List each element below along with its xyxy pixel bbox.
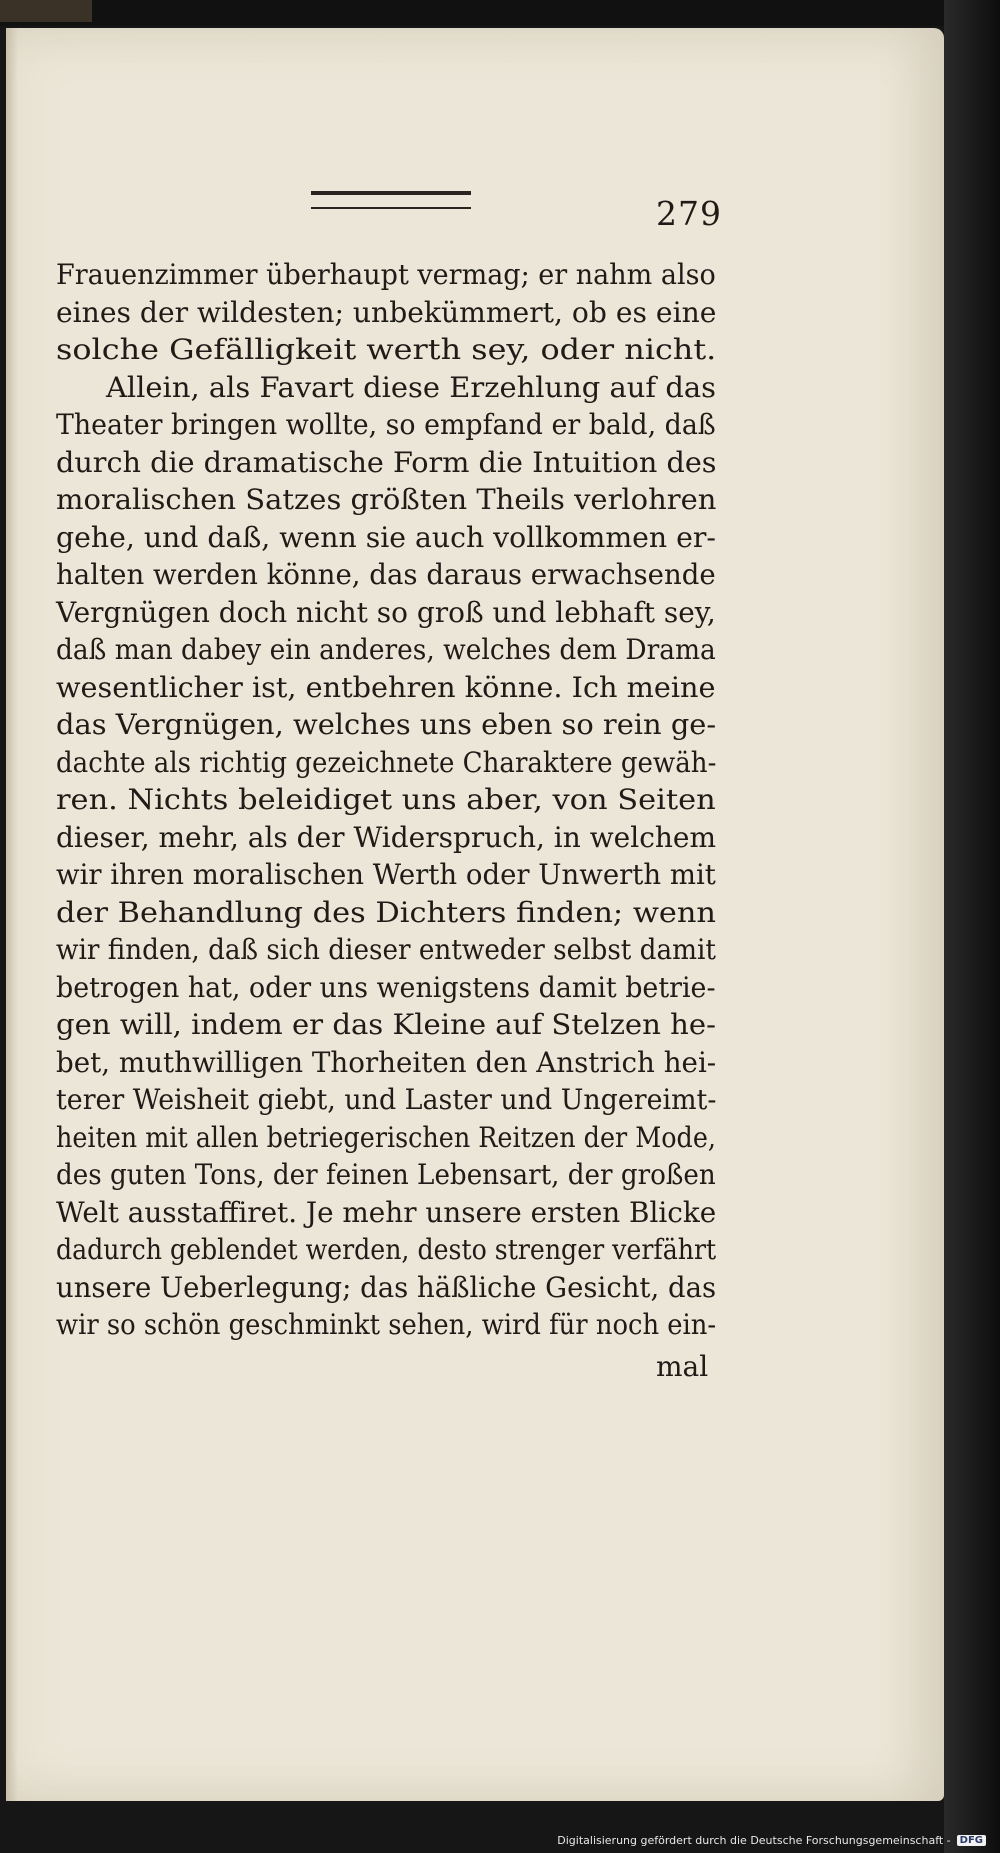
text-line: wir ihren moralischen Werth oder Unwerth mit [56, 858, 716, 891]
text-line: dachte als richtig gezeichnete Charaktere gewäh- [56, 745, 717, 779]
text-line: das Vergnügen, welches uns eben so rein ge- [56, 708, 717, 741]
text-line: wir so schön geschminkt sehen, wird für noch ein- [56, 1308, 717, 1341]
text-line: dieser, mehr, als der Widerspruch, in welchem [56, 820, 717, 854]
text-line: wesentlicher ist, entbehren könne. Ich meine [56, 670, 716, 704]
scan-top-border [0, 0, 1000, 26]
binding-tab [0, 0, 92, 22]
text-line: Vergnügen doch nicht so groß und lebhaft sey, [56, 595, 716, 629]
text-line: unsere Ueberlegung; das häßliche Gesicht, das [56, 1270, 717, 1304]
credit-text: Digitalisierung gefördert durch die Deutsche Forschungsgemeinschaft - [557, 1834, 951, 1847]
text-line: heiten mit allen betriegerischen Reitzen der Mode, [56, 1120, 716, 1154]
page-number: 279 [656, 194, 722, 233]
text-line: halten werden könne, das daraus erwachsende [56, 558, 716, 591]
text-line: moralischen Satzes größten Theils verlohren [56, 483, 717, 516]
text-line: Allein, als Favart diese Erzehlung auf das [106, 370, 716, 404]
text-line: terer Weisheit giebt, und Laster und Ungereimt- [56, 1083, 717, 1116]
digitization-credit [557, 1834, 986, 1847]
page-gutter-shadow [6, 28, 18, 1801]
text-line: daß man dabey ein anderes, welches dem Drama [56, 633, 716, 666]
text-line: ren. Nichts beleidiget uns aber, von Seiten [56, 783, 716, 816]
text-line: solche Gefälligkeit werth sey, oder nicht. [56, 333, 717, 366]
header-rule-thick [311, 191, 471, 195]
header-rule-thin [311, 207, 471, 209]
text-line: der Behandlung des Dichters finden; wenn [56, 895, 716, 929]
text-line: gen will, indem er das Kleine auf Stelzen he- [56, 1008, 716, 1041]
text-line: Frauenzimmer überhaupt vermag; er nahm also [56, 258, 716, 291]
text-line: eines der wildesten; unbekümmert, ob es eine [56, 295, 717, 329]
scan-right-border [944, 0, 1000, 1853]
text-line: des guten Tons, der feinen Lebensart, der großen [56, 1158, 716, 1191]
text-line: gehe, und daß, wenn sie auch vollkommen er- [56, 520, 716, 554]
text-line: durch die dramatische Form die Intuition des [56, 445, 717, 479]
text-line: bet, muthwilligen Thorheiten den Anstrich hei- [56, 1045, 717, 1079]
text-line: dadurch geblendet werden, desto strenger verfährt [56, 1233, 717, 1266]
catchword: mal [656, 1350, 709, 1383]
text-line: Welt ausstaffiret. Je mehr unsere ersten Blicke [56, 1195, 717, 1229]
text-line: betrogen hat, oder uns wenigstens damit betrie- [56, 970, 716, 1004]
dfg-logo: DFG [957, 1835, 986, 1846]
text-line: Theater bringen wollte, so empfand er bald, daß [56, 408, 716, 441]
text-line: wir finden, daß sich dieser entweder selbst damit [56, 933, 716, 966]
